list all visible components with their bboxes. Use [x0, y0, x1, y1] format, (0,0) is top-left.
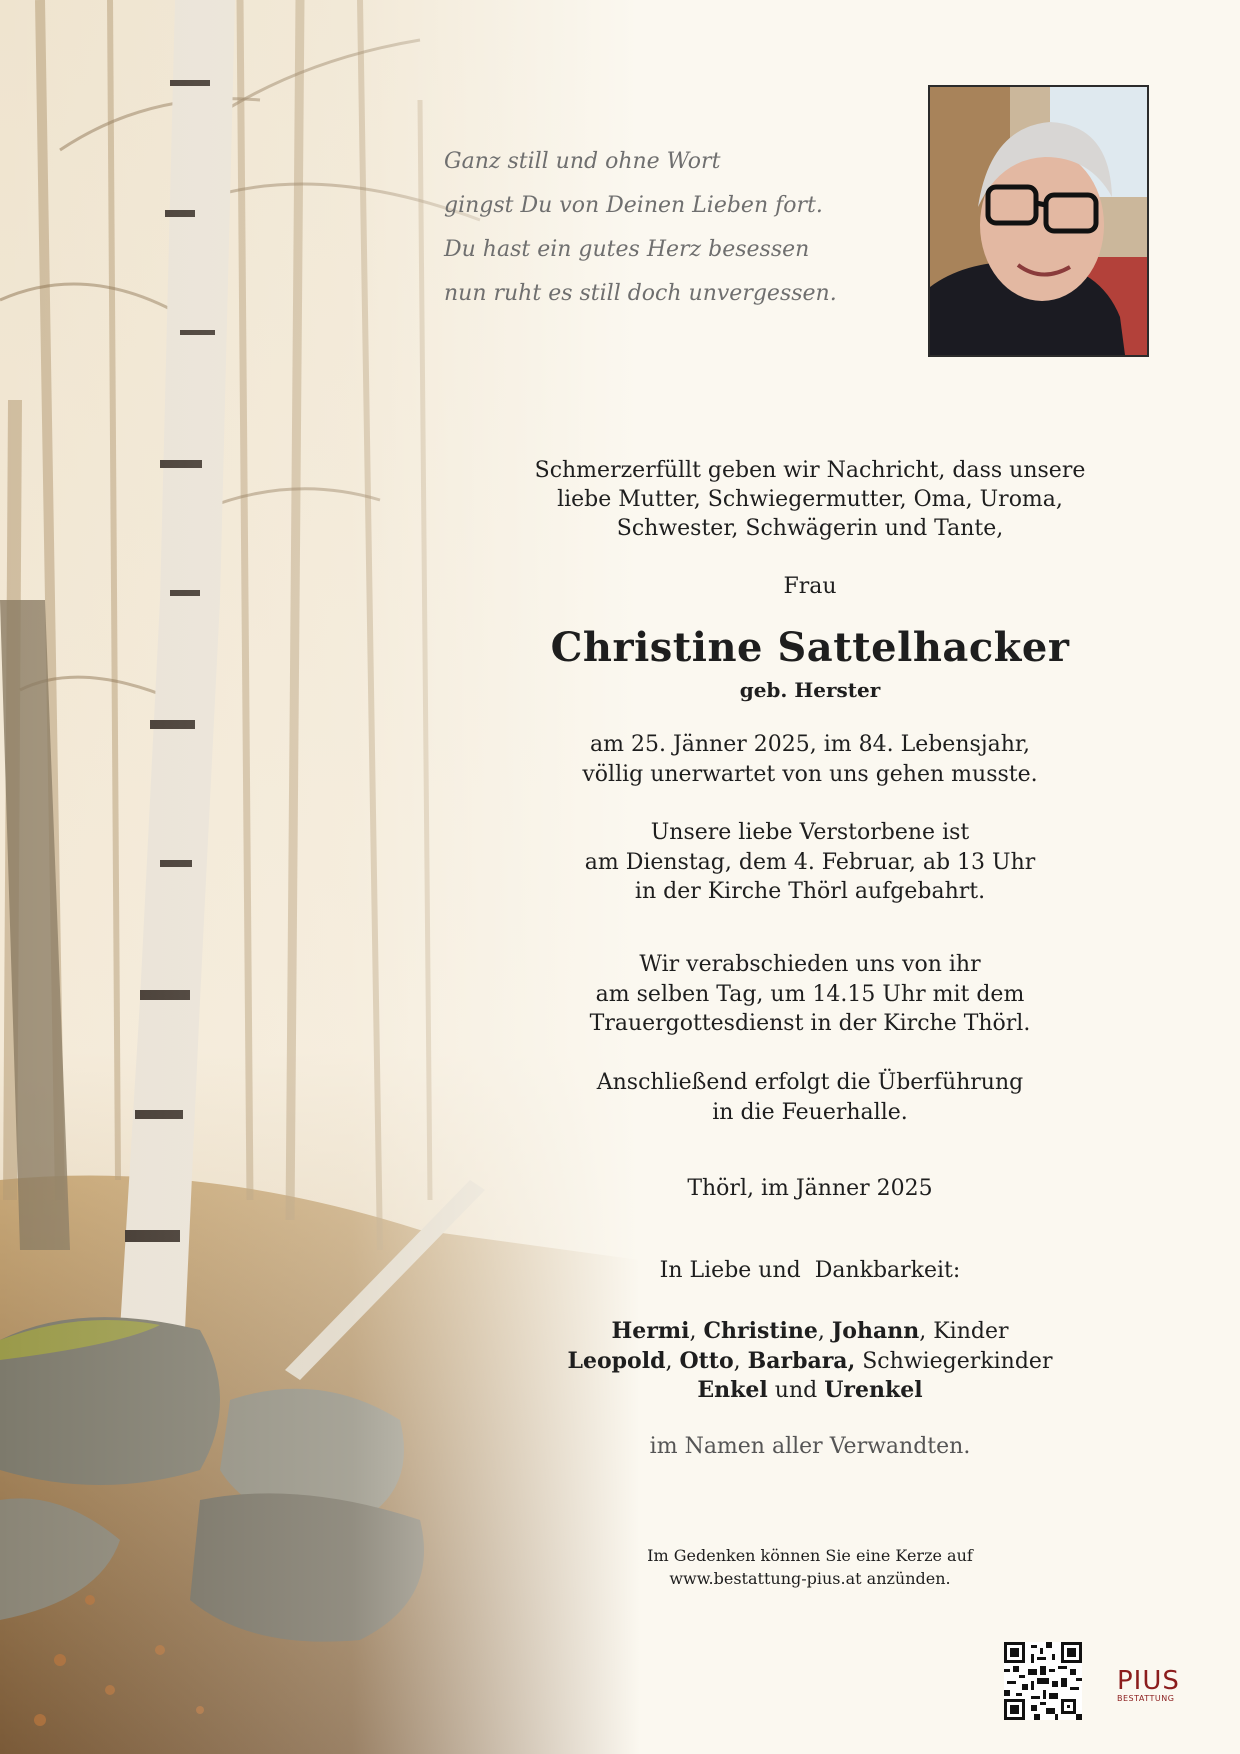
transfer-line: in die Feuerhalle. — [712, 1099, 908, 1125]
family-line-grandchildren — [490, 1376, 1130, 1406]
deceased-name: Christine Sattelhacker — [550, 624, 1070, 671]
birth-name: geb. Herster — [739, 678, 881, 702]
logo-brand: PIUS — [1117, 1666, 1180, 1696]
viewing-line: in der Kirche Thörl aufgebahrt. — [634, 879, 986, 904]
family-name: Urenkel — [824, 1377, 923, 1403]
family-name: Hermi — [611, 1318, 690, 1344]
memorial-note — [490, 1544, 1130, 1590]
family-line-in-laws: Leopold, Otto, Barbara, Schwiegerkinder — [567, 1347, 1053, 1374]
poem-line: Ganz still und ohne Wort — [444, 149, 721, 174]
farewell-line: Wir verabschieden uns von ihr — [639, 952, 981, 977]
family-role: Kinder — [933, 1319, 1009, 1344]
family-name: Johann — [831, 1318, 920, 1344]
farewell-line: am selben Tag, um 14.15 Uhr mit dem — [595, 981, 1025, 1007]
gratitude-line: In Liebe und Dankbarkeit: — [659, 1258, 961, 1283]
farewell-info — [490, 950, 1130, 1039]
death-info-line: am 25. Jänner 2025, im 84. Lebensjahr, — [590, 732, 1030, 757]
qr-code[interactable] — [1004, 1642, 1082, 1720]
farewell-line: Trauergottesdienst in der Kirche Thörl. — [589, 1011, 1031, 1036]
viewing-line: Unsere liebe Verstorbene ist — [650, 820, 970, 845]
poem-line: Du hast ein gutes Herz besessen — [444, 237, 810, 262]
pius-logo — [1117, 1668, 1197, 1712]
memorial-line: Im Gedenken können Sie eine Kerze auf — [647, 1546, 973, 1565]
family-name: Enkel — [697, 1377, 768, 1403]
logo-subtitle: BESTATTUNG — [1117, 1694, 1175, 1703]
death-info-line: völlig unerwartet von uns gehen musste. — [582, 761, 1038, 787]
family-role: Schwiegerkinder — [862, 1348, 1053, 1374]
family-name: Otto — [679, 1347, 734, 1374]
relatives-line: im Namen aller Verwandten. — [649, 1434, 971, 1459]
poem-line: nun ruht es still doch unvergessen. — [444, 281, 837, 306]
transfer-line: Anschließend erfolgt die Überführung — [596, 1070, 1024, 1095]
portrait-photo — [928, 85, 1149, 357]
viewing-line: am Dienstag, dem 4. Februar, ab 13 Uhr — [584, 849, 1036, 875]
family-list — [490, 1317, 1130, 1406]
poem — [444, 140, 884, 316]
viewing-info — [490, 818, 1130, 907]
family-name: Barbara — [747, 1347, 848, 1374]
family-line-children: Hermi, Christine, Johann, Kinder — [611, 1318, 1009, 1344]
family-conjunction: und — [774, 1378, 818, 1403]
place-date: Thörl, im Jänner 2025 — [687, 1176, 933, 1201]
transfer-info — [490, 1068, 1130, 1127]
intro-line: Schmerzerfüllt geben wir Nachricht, dass unsere — [534, 458, 1086, 483]
salutation: Frau — [783, 574, 837, 599]
intro-line: Schwester, Schwägerin und Tante, — [616, 516, 1004, 541]
death-info — [490, 730, 1130, 789]
intro-line: liebe Mutter, Schwiegermutter, Oma, Uroma, — [557, 487, 1063, 512]
poem-line: gingst Du von Deinen Lieben fort. — [444, 193, 823, 218]
family-name: Leopold — [567, 1347, 666, 1374]
announcement-intro — [490, 456, 1130, 543]
memorial-link[interactable]: www.bestattung-pius.at anzünden. — [669, 1569, 951, 1588]
family-name: Christine — [703, 1318, 818, 1344]
